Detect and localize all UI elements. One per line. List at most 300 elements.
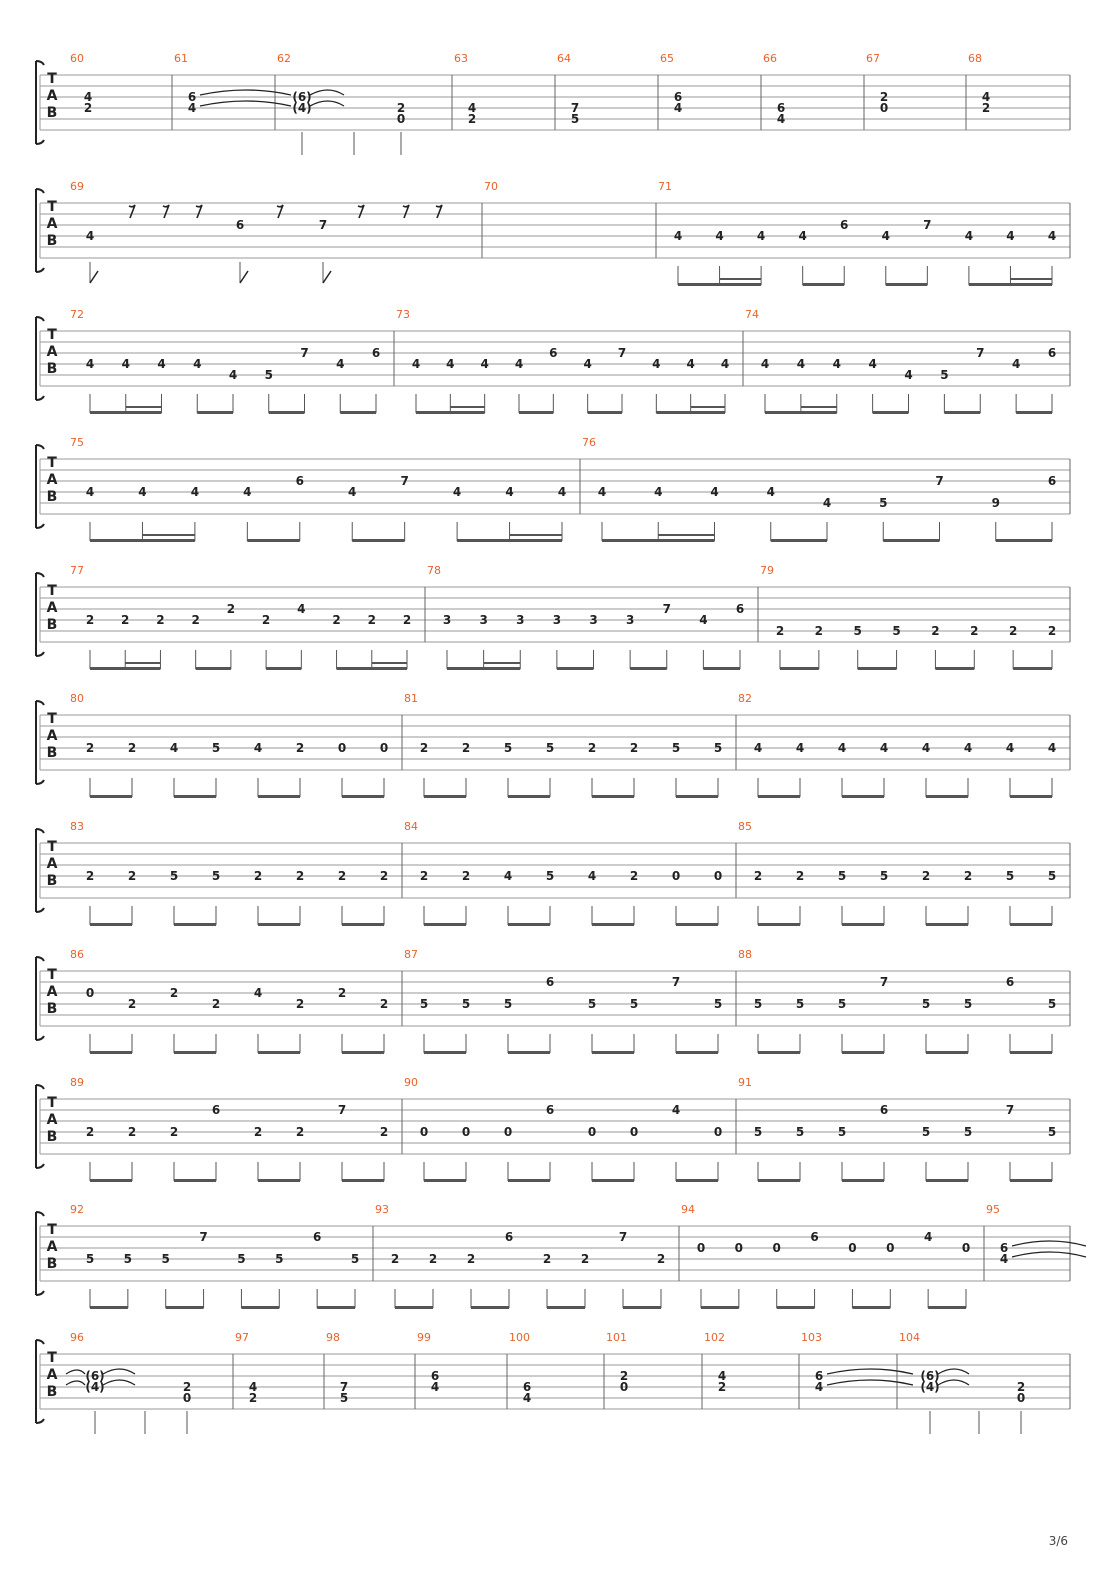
fret-number: (6) [920,1369,940,1383]
fret-number: (6) [85,1369,105,1383]
fret-number: 5 [211,869,221,883]
measure [417,1331,439,1394]
beam [703,667,740,670]
fret-number: 4 [964,229,974,243]
fret-number: 2 [390,1252,400,1266]
beam [424,795,466,798]
beam [340,411,376,414]
fret-number: 2 [619,1369,629,1383]
measure [658,180,1056,286]
fret-number: 4 [253,986,263,1000]
tie-arc [938,1369,969,1374]
tie-arc [66,1370,85,1374]
beam-secondary [142,534,194,536]
beam [196,667,231,670]
measure [404,692,722,798]
fret-number: 5 [837,1125,847,1139]
measure [70,52,92,115]
beam [592,1051,634,1054]
beam [842,1051,884,1054]
tab-clef-letter: T [47,327,57,343]
measure [760,564,1056,670]
fret-number: 2 [169,1125,179,1139]
fret-number: 4 [796,357,806,371]
fret-number: 6 [1005,975,1015,989]
measure-number: 77 [70,564,84,577]
measure-number: 99 [417,1331,431,1344]
fret-number: 5 [853,624,862,638]
fret-number: 6 [235,218,245,232]
measure-number: 80 [70,692,84,705]
fret-number: 0 [713,869,723,883]
fret-number: 4 [717,1369,727,1383]
rest-icon [196,205,202,218]
measure [70,436,566,542]
beam [623,1306,661,1309]
fret-number: 4 [923,1230,933,1244]
fret-number: 4 [822,496,832,510]
fret-number: 5 [963,997,973,1011]
tab-clef-letter: B [46,745,58,761]
fret-number: 5 [713,997,723,1011]
fret-number: 4 [776,112,786,126]
measure [738,820,1056,926]
fret-number: 4 [686,357,695,371]
beam [926,795,968,798]
fret-number: 2 [402,613,412,627]
note-flag [240,271,248,283]
tie-arc [827,1380,913,1385]
beam [508,1179,550,1182]
fret-number: 4 [557,485,567,499]
fret-number: 5 [264,368,273,382]
measure-number: 96 [70,1331,84,1344]
fret-number: 0 [182,1391,192,1405]
fret-number: 0 [1016,1391,1026,1405]
beam [842,795,884,798]
fret-number: 4 [699,613,708,627]
measure-number: 97 [235,1331,249,1344]
measure-number: 68 [968,52,982,65]
tab-system [36,820,1070,926]
beam-secondary [484,662,521,664]
fret-number: 6 [1047,474,1057,488]
beam [174,795,216,798]
tab-clef-letter: A [46,1112,58,1128]
fret-number: 5 [795,1125,805,1139]
beam [758,1179,800,1182]
measure [404,948,722,1054]
tie-arc [938,1380,969,1385]
fret-number: 2 [970,624,979,638]
fret-number: 4 [85,357,95,371]
beam [926,1179,968,1182]
measure [375,1203,665,1309]
fret-number: 4 [814,1380,824,1394]
fret-number: 0 [503,1125,513,1139]
beam [90,923,132,926]
beam [803,283,845,286]
fret-number: 2 [814,624,824,638]
tab-clef-letter: T [47,1222,57,1238]
beam [758,795,800,798]
beam [842,923,884,926]
beam [258,1051,300,1054]
beam [519,411,553,414]
tab-clef-letter: B [46,873,58,889]
tab-clef-letter: T [47,1095,57,1111]
measure [326,1331,348,1405]
fret-number: 2 [963,869,973,883]
tab-system [36,1331,1070,1434]
beam [678,283,761,286]
fret-number: 0 [461,1125,471,1139]
beam [969,283,1052,286]
tab-system [36,308,1070,414]
beam [758,1051,800,1054]
measure [70,948,388,1054]
beam [588,411,622,414]
measure-number: 92 [70,1203,84,1216]
fret-number: 7 [923,218,932,232]
tie-arc [200,101,291,106]
beam [258,923,300,926]
fret-number: 4 [121,357,130,371]
fret-number: 2 [121,613,130,627]
measure-number: 98 [326,1331,340,1344]
fret-number: 5 [879,869,889,883]
fret-number: 5 [85,1252,95,1266]
fret-number: 2 [419,741,429,755]
measure [70,564,411,670]
fret-number: 2 [795,869,805,883]
rest-icon [277,205,283,218]
fret-number: 2 [85,741,95,755]
tab-clef-letter: B [46,489,58,505]
fret-number: 0 [619,1380,629,1394]
fret-number: 2 [156,613,165,627]
fret-number: 7 [617,346,627,360]
fret-number: 4 [190,485,200,499]
fret-number: 2 [629,869,639,883]
fret-number: (4) [85,1380,105,1394]
fret-number: 5 [753,997,763,1011]
beam-secondary [658,534,714,536]
fret-number: 4 [248,1380,258,1394]
fret-number: 0 [379,741,389,755]
fret-number: 5 [940,368,949,382]
measure-number: 78 [427,564,441,577]
fret-number: 5 [545,869,555,883]
fret-number: 5 [419,997,429,1011]
fret-number: 4 [671,1103,681,1117]
measure-number: 101 [606,1331,627,1344]
fret-number: 4 [766,485,775,499]
beam [90,411,162,414]
beam [174,1179,216,1182]
tab-clef-letter: B [46,1384,58,1400]
tab-clef-letter: T [47,455,57,471]
fret-number: 2 [396,101,406,115]
measure-number: 67 [866,52,880,65]
fret-number: 4 [673,101,683,115]
beam [883,539,939,542]
fret-number: 5 [1005,869,1015,883]
tab-clef-letter: T [47,1350,57,1366]
fret-number: 2 [127,997,137,1011]
fret-number: 5 [161,1252,170,1266]
fret-number: 5 [339,1391,349,1405]
tie-arc [310,101,344,106]
fret-number: 5 [892,624,901,638]
measure-number: 64 [557,52,571,65]
measure [866,52,888,115]
fret-number: 7 [1005,1103,1015,1117]
fret-number: 0 [848,1241,857,1255]
fret-number: 6 [295,474,304,488]
fret-number: 5 [921,997,931,1011]
fret-number: 4 [921,741,931,755]
measure [66,1331,191,1434]
fret-number: 2 [253,1125,263,1139]
fret-number: 5 [350,1252,360,1266]
fret-number: 5 [795,997,805,1011]
measure [174,52,291,115]
tab-system [36,692,1070,798]
measure [427,564,744,670]
fret-number: 4 [467,101,477,115]
beam-secondary [372,662,407,664]
fret-number: 4 [505,485,514,499]
fret-number: 7 [339,1380,349,1394]
fret-number: 6 [371,346,381,360]
fret-number: 2 [379,997,389,1011]
beam [508,1051,550,1054]
fret-number: 0 [587,1125,597,1139]
beam [630,667,667,670]
beam [424,1051,466,1054]
fret-number: 6 [187,90,197,104]
beam [337,667,407,670]
measure [763,52,785,126]
beam [557,667,594,670]
beam [471,1306,509,1309]
fret-number: 4 [879,741,889,755]
fret-number: 4 [753,741,763,755]
fret-number: 6 [810,1230,819,1244]
beam [765,411,837,414]
fret-number: 2 [879,90,889,104]
measure-number: 75 [70,436,84,449]
measure-number: 84 [404,820,418,833]
beam [873,411,909,414]
measure [404,820,722,926]
fret-number: 5 [503,997,513,1011]
fret-number: 4 [999,1252,1009,1266]
tab-clef-letter: T [47,71,57,87]
fret-number: 5 [587,997,597,1011]
fret-number: 5 [169,869,179,883]
fret-number: 2 [182,1380,192,1394]
beam [1016,411,1052,414]
tie-arc [103,1380,135,1385]
fret-number: 6 [879,1103,889,1117]
beam [258,795,300,798]
tab-system [36,180,1070,286]
fret-number: 4 [85,485,95,499]
fret-number: 2 [337,869,347,883]
fret-number: 2 [337,986,347,1000]
fret-number: 4 [652,357,661,371]
fret-number: 0 [337,741,347,755]
measure [404,1076,722,1182]
beam [90,539,195,542]
measure-number: 69 [70,180,84,193]
beam [676,1051,718,1054]
beam [269,411,305,414]
fret-number: 2 [127,869,137,883]
fret-number: 3 [625,613,635,627]
measure [235,1331,257,1405]
fret-number: 4 [832,357,841,371]
fret-number: 0 [713,1125,723,1139]
fret-number: 4 [452,485,462,499]
tie-arc [103,1369,135,1374]
fret-number: 2 [379,869,389,883]
beam [1010,923,1052,926]
fret-number: 0 [396,112,406,126]
fret-number: 0 [734,1241,744,1255]
fret-number: 4 [522,1391,532,1405]
fret-number: 4 [1005,741,1015,755]
fret-number: 5 [921,1125,931,1139]
measure-number: 82 [738,692,752,705]
fret-number: 3 [479,613,488,627]
measure-number: 60 [70,52,84,65]
measure-number: 81 [404,692,418,705]
fret-number: 4 [720,357,730,371]
measure-number: 90 [404,1076,418,1089]
tab-clef-letter: T [47,839,57,855]
measure [681,1203,970,1309]
fret-number: 2 [931,624,940,638]
measure [484,180,498,193]
measure-number: 91 [738,1076,752,1089]
fret-number: 2 [981,101,991,115]
measure [396,308,729,414]
beam [416,411,485,414]
tab-system [36,1076,1070,1182]
fret-number: 4 [673,229,683,243]
beam [858,667,897,670]
measure-number: 86 [70,948,84,961]
fret-number: 5 [837,869,847,883]
tie-arc [1012,1252,1086,1257]
tab-clef-letter: B [46,1256,58,1272]
fret-number: 2 [1047,624,1057,638]
beam [424,1179,466,1182]
fret-number: 7 [671,975,681,989]
fret-number: 0 [629,1125,639,1139]
fret-number: 6 [1047,346,1057,360]
beam [944,411,980,414]
beam [758,923,800,926]
fret-number: 4 [963,741,973,755]
fret-number: 2 [85,869,95,883]
fret-number: 4 [83,90,93,104]
measure [968,52,990,115]
measure-number: 79 [760,564,774,577]
measure [704,1331,726,1394]
beam [266,667,301,670]
fret-number: 2 [127,741,137,755]
fret-number: 4 [654,485,663,499]
measure-number: 73 [396,308,410,321]
fret-number: 4 [157,357,166,371]
fret-number: 4 [1047,741,1057,755]
beam [1010,795,1052,798]
fret-number: 5 [879,496,888,510]
measure-number: 76 [582,436,596,449]
fret-number: 6 [735,602,745,616]
measure-number: 62 [277,52,291,65]
fret-number: 2 [753,869,763,883]
fret-number: (6) [292,90,312,104]
measure-number: 102 [704,1331,725,1344]
fret-number: 2 [85,613,95,627]
measure [70,692,388,798]
fret-number: 5 [211,741,221,755]
beam [247,539,299,542]
beam [508,923,550,926]
measure-number: 72 [70,308,84,321]
measure [557,52,579,126]
fret-number: 6 [312,1230,322,1244]
tab-system [36,436,1070,542]
fret-number: 2 [226,602,236,616]
fret-number: 0 [419,1125,429,1139]
fret-number: 4 [798,229,807,243]
measure [454,52,476,126]
fret-number: 2 [1008,624,1018,638]
measure [582,436,1056,542]
fret-number: 2 [542,1252,552,1266]
fret-number: 7 [570,101,580,115]
fret-number: 2 [211,997,221,1011]
beam [90,1051,132,1054]
beam-secondary [125,662,160,664]
fret-number: 4 [348,485,357,499]
fret-number: 5 [753,1125,763,1139]
beam [90,1306,128,1309]
fret-number: 2 [775,624,785,638]
fret-number: 2 [253,869,263,883]
beam [926,923,968,926]
beam [1010,1051,1052,1054]
fret-number: 2 [295,869,305,883]
fret-number: 2 [467,112,477,126]
fret-number: 5 [461,997,471,1011]
fret-number: 4 [1011,357,1021,371]
fret-number: 4 [587,869,597,883]
rest-icon [436,205,442,218]
fret-number: 5 [963,1125,973,1139]
fret-number: 3 [589,613,598,627]
measure [70,1203,359,1309]
fret-number: 4 [514,357,524,371]
fret-number: 5 [545,741,555,755]
beam [676,1179,718,1182]
